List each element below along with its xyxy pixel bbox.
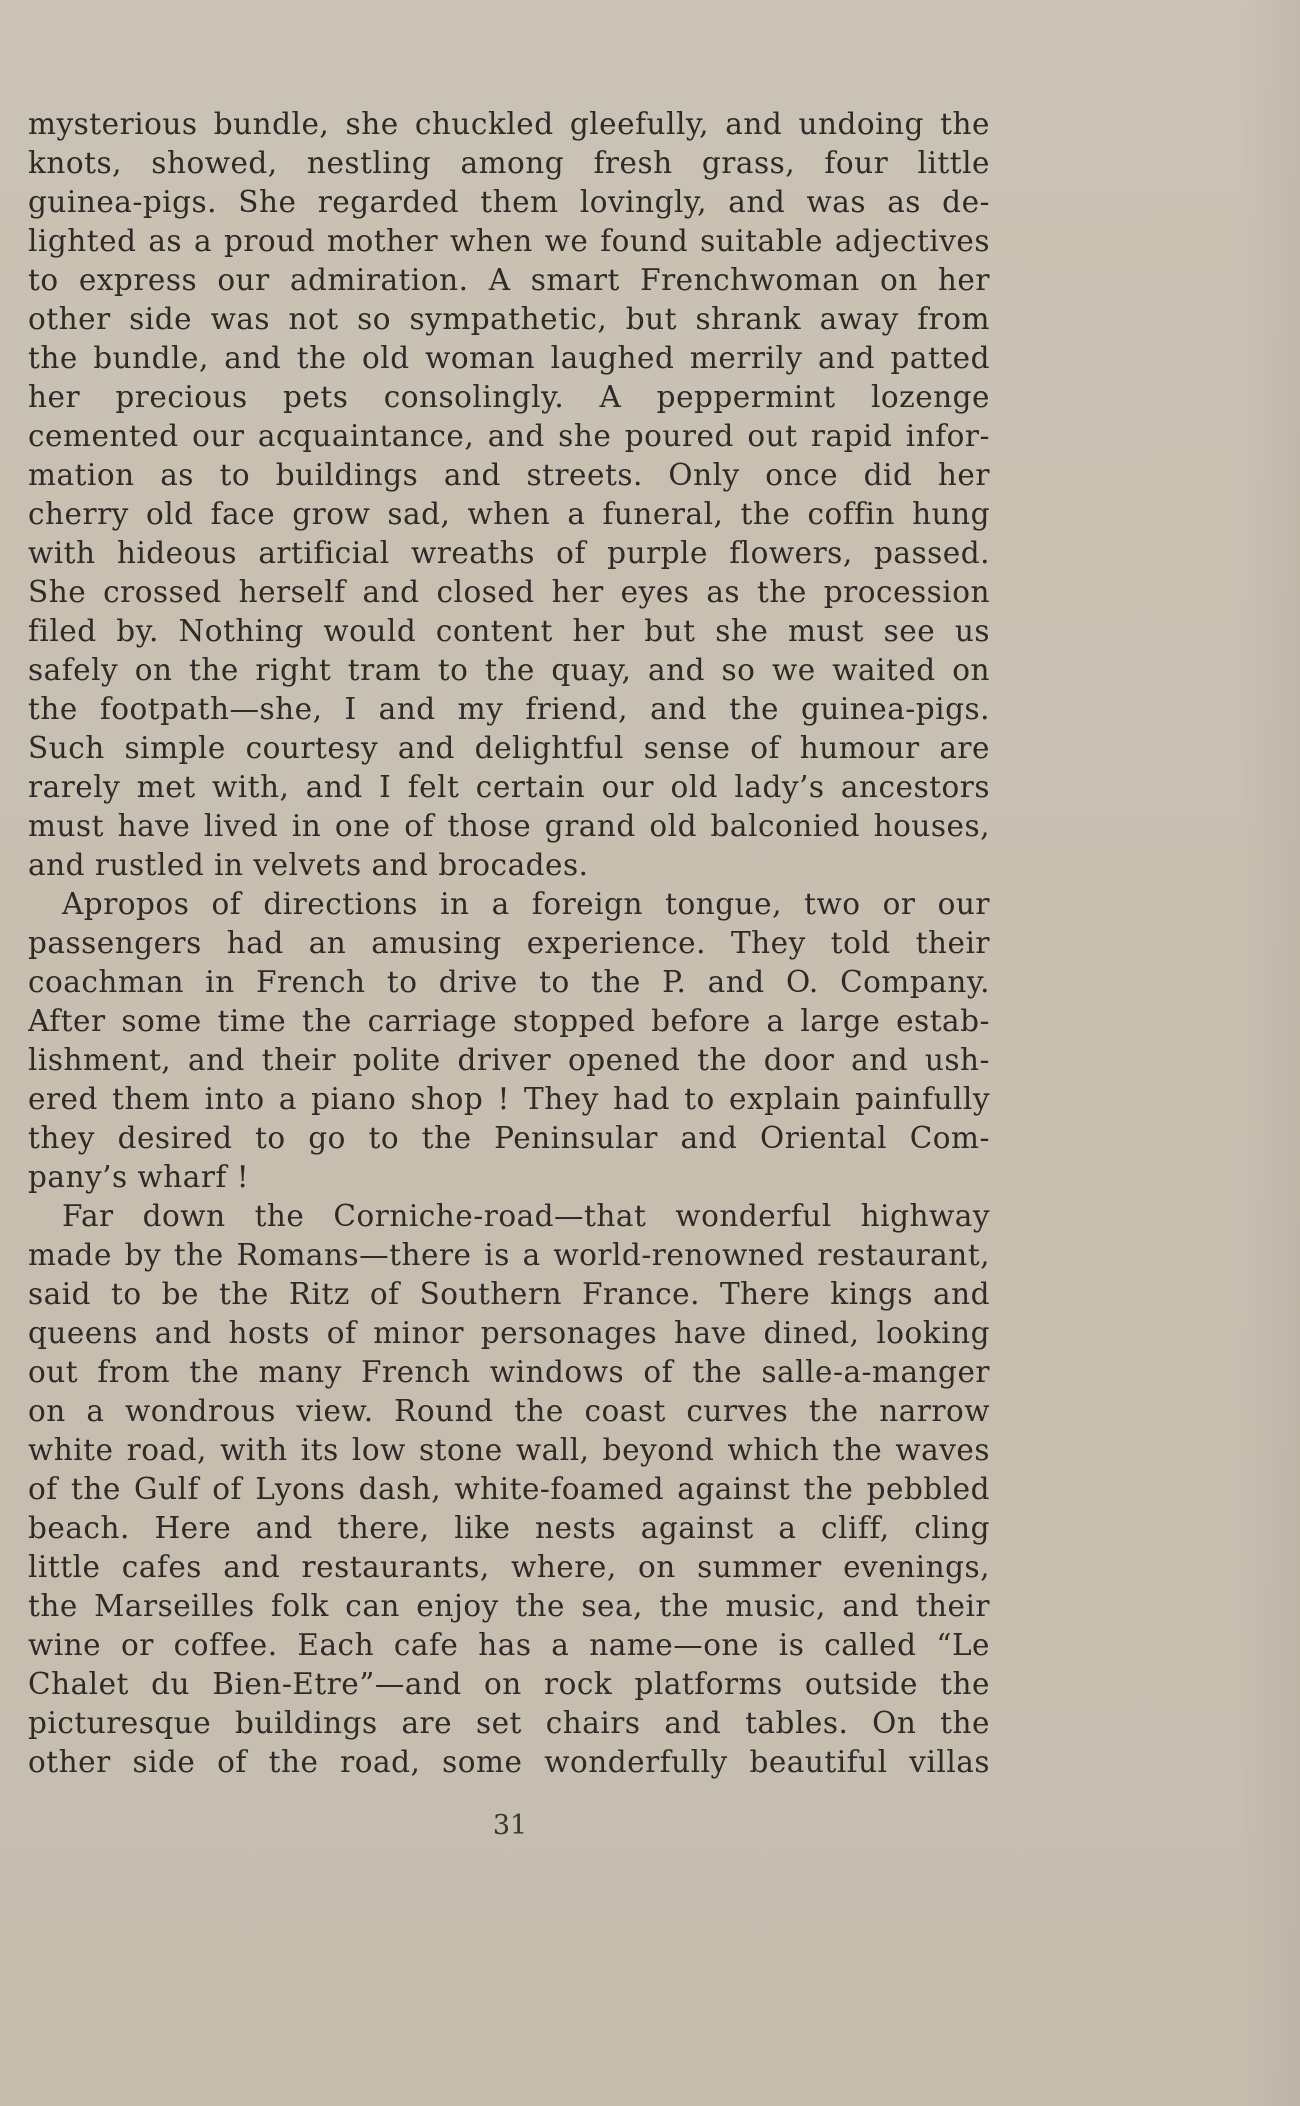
page-number: 31 <box>492 1810 528 1841</box>
text-line: they desired to go to the Peninsular and Oriental Com- <box>28 1121 990 1155</box>
text-line: pany’s wharf ! <box>28 1160 250 1194</box>
text-line: mysterious bundle, she chuckled gleefully, and undoing the <box>28 107 990 141</box>
page-edge-shadow <box>1240 0 1300 2106</box>
text-line: of the Gulf of Lyons dash, white-foamed against the pebbled <box>28 1472 990 1506</box>
text-line: safely on the right tram to the quay, and so we waited on <box>28 653 990 687</box>
text-line: filed by. Nothing would content her but she must see us <box>28 614 990 648</box>
text-line: After some time the carriage stopped before a large estab- <box>28 1004 990 1038</box>
text-line: Chalet du Bien-Etre”—and on rock platforms outside the <box>28 1667 990 1701</box>
text-line: her precious pets consolingly. A peppermint lozenge <box>28 380 990 414</box>
text-line: little cafes and restaurants, where, on summer evenings, <box>28 1550 990 1584</box>
text-line: Apropos of directions in a foreign tongue, two or our <box>62 887 990 921</box>
text-line: cherry old face grow sad, when a funeral, the coffin hung <box>28 497 990 531</box>
text-line: white road, with its low stone wall, beyond which the waves <box>28 1433 990 1467</box>
text-line: coachman in French to drive to the P. and O. Company. <box>28 965 990 999</box>
text-line: She crossed herself and closed her eyes as the procession <box>28 575 990 609</box>
text-line: must have lived in one of those grand old balconied houses, <box>28 809 990 843</box>
text-line: and rustled in velvets and brocades. <box>28 848 589 882</box>
text-line: picturesque buildings are set chairs and tables. On the <box>28 1706 990 1740</box>
text-line: lishment, and their polite driver opened the door and ush- <box>28 1043 990 1077</box>
text-line: out from the many French windows of the salle-a-manger <box>28 1355 990 1389</box>
text-line: the Marseilles folk can enjoy the sea, the music, and their <box>28 1589 990 1623</box>
text-line: rarely met with, and I felt certain our old lady’s ancestors <box>28 770 990 804</box>
text-line: lighted as a proud mother when we found suitable adjectives <box>28 224 990 258</box>
text-line: to express our admiration. A smart Frenchwoman on her <box>28 263 990 297</box>
text-line: said to be the Ritz of Southern France. There kings and <box>28 1277 990 1311</box>
text-line: cemented our acquaintance, and she poured out rapid infor- <box>28 419 990 453</box>
text-line: knots, showed, nestling among fresh grass, four little <box>28 146 990 180</box>
text-line: the bundle, and the old woman laughed merrily and patted <box>28 341 990 375</box>
text-line: made by the Romans—there is a world-renowned restaurant, <box>28 1238 990 1272</box>
text-line: Such simple courtesy and delightful sense of humour are <box>28 731 990 765</box>
text-line: other side was not so sympathetic, but shrank away from <box>28 302 990 336</box>
text-line: queens and hosts of minor personages have dined, looking <box>28 1316 990 1350</box>
text-line: on a wondrous view. Round the coast curves the narrow <box>28 1394 990 1428</box>
text-line: passengers had an amusing experience. They told their <box>28 926 990 960</box>
text-line: the footpath—she, I and my friend, and the guinea-pigs. <box>28 692 990 726</box>
text-line: ered them into a piano shop ! They had to explain painfully <box>28 1082 990 1116</box>
text-line: mation as to buildings and streets. Only once did her <box>28 458 990 492</box>
text-line: guinea-pigs. She regarded them lovingly, and was as de- <box>28 185 990 219</box>
text-line: with hideous artificial wreaths of purple flowers, passed. <box>28 536 990 570</box>
text-line: Far down the Corniche-road—that wonderful highway <box>62 1199 990 1233</box>
body-text <box>28 105 990 1782</box>
text-line: other side of the road, some wonderfully beautiful villas <box>28 1745 990 1779</box>
text-line: beach. Here and there, like nests against a cliff, cling <box>28 1511 990 1545</box>
text-line: wine or coffee. Each cafe has a name—one is called “Le <box>28 1628 990 1662</box>
